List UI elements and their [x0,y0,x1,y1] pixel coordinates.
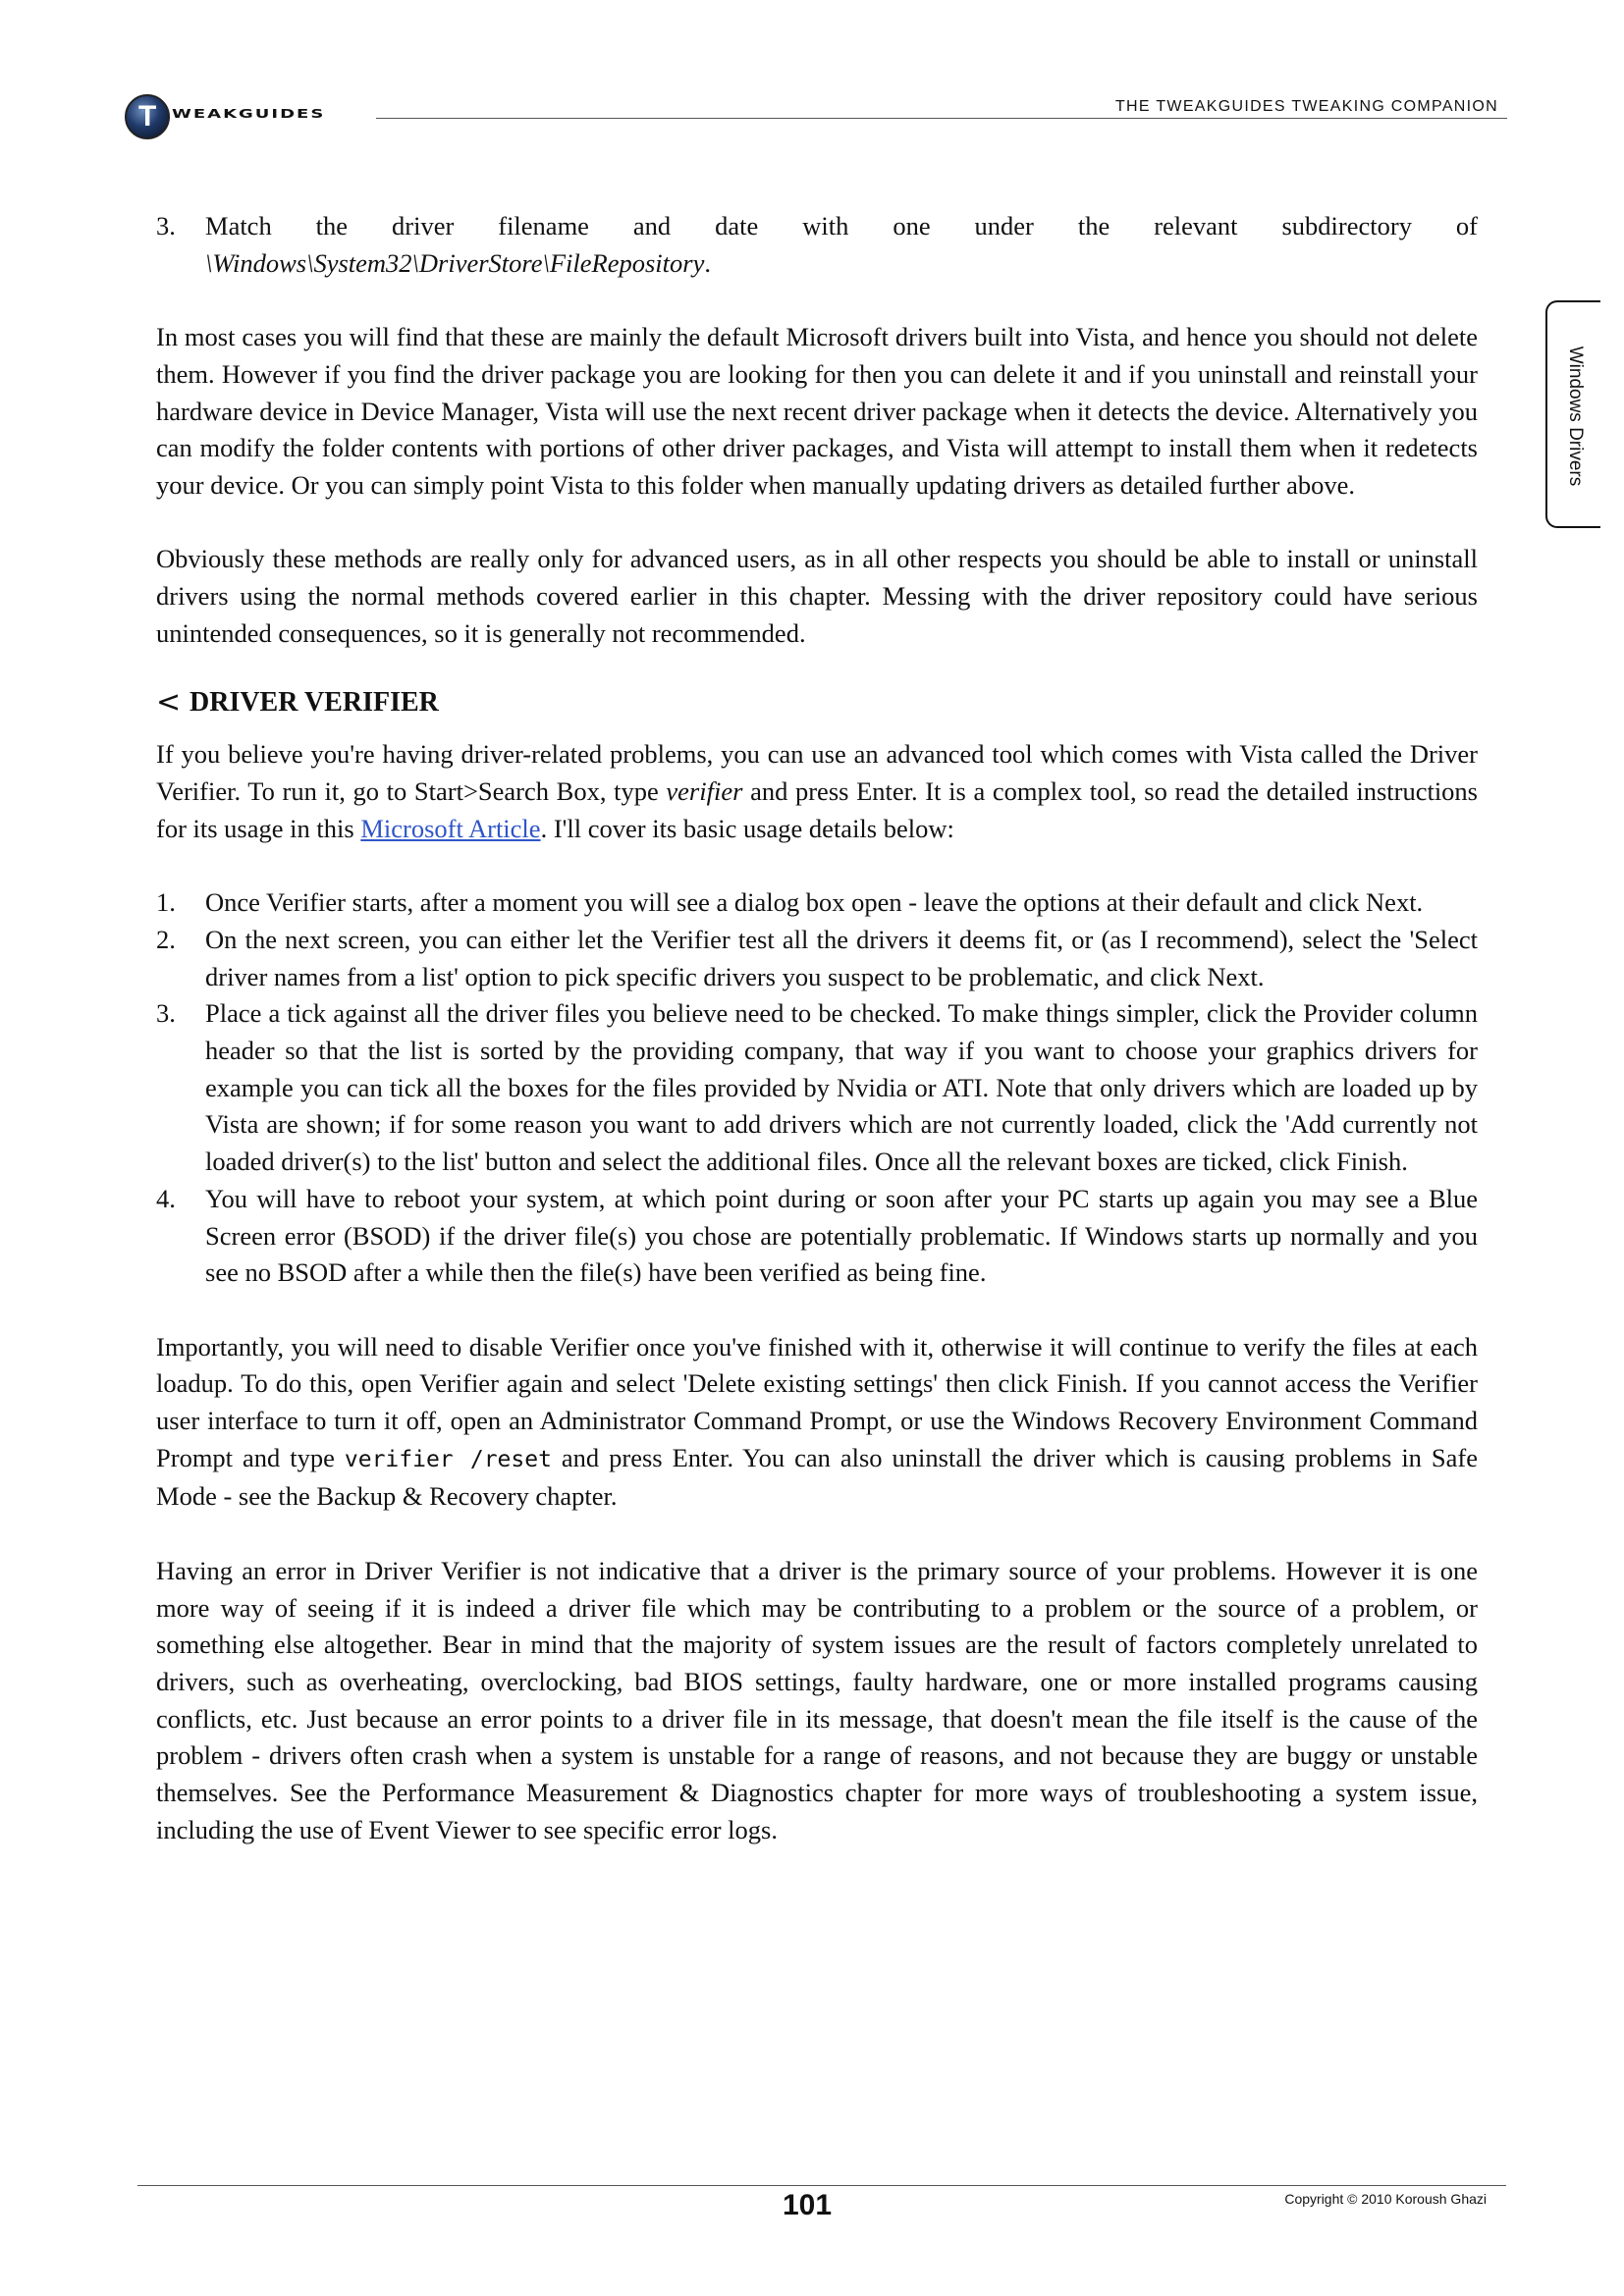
command-code: verifier /reset [344,1446,552,1472]
list-item-number: 2. [156,924,176,954]
logo-letter: T [138,100,157,133]
list-item-terminator: . [704,247,711,278]
chapter-tab [1545,300,1600,528]
header-rule [376,118,1507,119]
paragraph: In most cases you will find that these are mainly the default Microsoft drivers built into Vista, and hence you should not delete them. However if you find the driver package you are looking for then you can delete it and if you uninstall and reinstall your hardware device in Device Manager, Vista will use the next recent driver package when it detects the device. Alternatively you can modify the folder contents with portions of other driver packages, and Vista will attempt to install them when it redetects your device. Or you can simply point Vista to this folder when manually updating drivers as detailed further above. [156,322,1478,500]
header-title: THE TWEAKGUIDES TWEAKING COMPANION [1114,98,1498,115]
list-item [156,922,1478,995]
page-number: 101 [782,2189,833,2221]
list-item-text: You will have to reboot your system, at which point during or soon after your PC starts up again you may see a Blue Screen error (BSOD) if the driver file(s) you chose are potentially problematic. If Windows starts up normally and you see no BSOD after a while then the file(s) have been verified as being fine. [205,1183,1478,1288]
list-item-text: Once Verifier starts, after a moment you will see a dialog box open - leave the options at their default and click Next. [205,887,1424,918]
list-item-number: 3. [156,998,176,1029]
intro-text: If you believe you're having driver-related problems, you can use an advanced tool which comes with Vista called the Driver Verifier. To run it, go to Start>Search Box, type [156,739,1478,807]
continued-list [156,208,1478,282]
paragraph [156,736,1478,847]
paragraph [156,1329,1478,1517]
page-content [156,208,1478,1848]
microsoft-article-link[interactable]: Microsoft Article [360,813,541,843]
list-item-text: Match the driver filename and date with one under the relevant subdirectory of [205,211,1478,240]
intro-text: . I'll cover its basic usage details below: [540,813,954,843]
list-item [156,208,1478,282]
section-heading-text: DRIVER VERIFIER [189,687,439,719]
repository-path: \Windows\System32\DriverStore\FileRepository [205,247,705,278]
command-word: verifier [666,776,743,807]
heading-arrow-icon: < [156,685,182,721]
list-item-text: Place a tick against all the driver files you believe need to be checked. To make things simpler, click the Provider column header so that the list is sorted by the providing company, that way if you want to choose your graphics drivers for example you can tick all the boxes for the files provided by Nvidia or ATI. Note that only drivers which are loaded up by Vista are shown; if for some reason you want to add drivers which are not currently loaded, click the 'Add currently not loaded driver(s) to the list' button and select the additional files. Once all the relevant boxes are ticked, click Finish. [205,998,1478,1177]
intro-text: and press Enter. It is a complex tool, so read the detailed instructions for its usage in this [156,776,1478,843]
logo-wordmark: WEAKGUIDES [172,107,326,122]
logo-globe-icon [125,94,170,139]
list-item-number: 1. [156,887,176,918]
verifier-steps-list [156,884,1478,1292]
paragraph-text: and press Enter. You can also uninstall the driver which is causing problems in Safe Mode - see the Backup & Recovery chapter. [156,1442,1478,1512]
section-heading [156,683,1478,722]
copyright-notice: Copyright © 2010 Koroush Ghazi [1284,2191,1487,2207]
chapter-tab-label: Windows Drivers [1565,346,1586,487]
paragraph: Having an error in Driver Verifier is not indicative that a driver is the primary source of your problems. However it is one more way of seeing if it is indeed a driver file which may be contributing to a problem or the source of a problem, or something else altogether. Bear in mind that the majority of system issues are the result of factors completely unrelated to drivers, such as overheating, overclocking, bad BIOS settings, faulty hardware, one or more installed programs causing conflicts, etc. Just because an error points to a driver file in its message, that doesn't mean the file itself is the cause of the problem - drivers often crash when a system is unstable for a range of reasons, and not because they are buggy or unstable themselves. See the Performance Measurement & Diagnostics chapter for more ways of troubleshooting a system issue, including the use of Event Viewer to see specific error logs. [156,1555,1478,1844]
paragraph-text: Importantly, you will need to disable Verifier once you've finished with it, otherwise it will continue to verify the files at each loadup. To do this, open Verifier again and select 'Delete existing settings' then click Finish. If you cannot access the Verifier user interface to turn it off, open an Administrator Command Prompt, or use the Windows Recovery Environment Command Prompt and type [156,1331,1478,1472]
list-item [156,1181,1478,1292]
list-item-number: 3. [156,211,176,240]
list-item-number: 4. [156,1183,176,1213]
paragraph: Obviously these methods are really only for advanced users, as in all other respects you should be able to install or uninstall drivers using the normal methods covered earlier in this chapter. Messing with the driver repository could have serious unintended consequences, so it is generally not recommended. [156,544,1478,648]
list-item-text: On the next screen, you can either let the Verifier test all the drivers it deems fit, or (as I recommend), select the 'Select driver names from a list' option to pick specific drivers you suspect to be problematic, and click Next. [205,924,1478,991]
tweakguides-logo [125,94,360,143]
list-item [156,884,1478,922]
list-item [156,995,1478,1181]
footer-rule [137,2185,1506,2186]
